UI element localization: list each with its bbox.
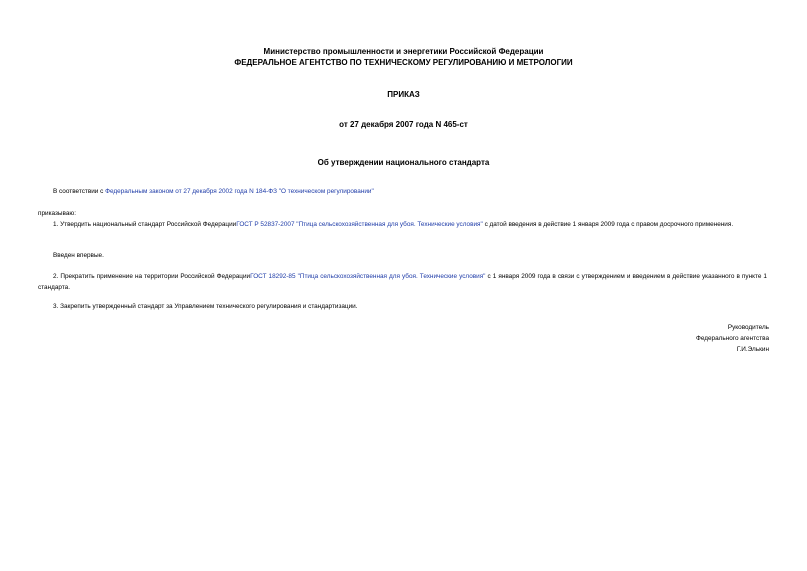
gost-18292-link[interactable]: ГОСТ 18292-85 "Птица сельскохозяйственная для убоя. Технические условия" bbox=[250, 273, 486, 280]
preamble-prefix: В соответствии с bbox=[53, 188, 106, 195]
item-1-paragraph bbox=[38, 219, 767, 230]
item-2-suffix: с 1 января 2009 года в связи с утверждением и введением в действие указанного в пункте 1 стандарта. bbox=[38, 273, 767, 291]
intro-note: Введен впервые. bbox=[53, 252, 104, 259]
order-date: от 27 декабря 2007 года N 465-ст bbox=[339, 120, 468, 129]
item-1-prefix: 1. Утвердить национальный стандарт Российской Федерации bbox=[53, 221, 237, 228]
order-subject: Об утверждении национального стандарта bbox=[317, 158, 490, 167]
gost-r-52837-link[interactable]: ГОСТ Р 52837-2007 "Птица сельскохозяйственная для убоя. Технические условия" bbox=[236, 221, 483, 228]
agency-heading: ФЕДЕРАЛЬНОЕ АГЕНТСТВО ПО ТЕХНИЧЕСКОМУ РЕГУЛИРОВАНИЮ И МЕТРОЛОГИИ bbox=[234, 58, 573, 67]
item-1-suffix: с датой введения в действие 1 января 2009 года с правом досрочного применения. bbox=[482, 221, 734, 228]
item-2-paragraph bbox=[38, 271, 767, 293]
ministry-heading: Министерство промышленности и энергетики Российской Федерации bbox=[263, 47, 544, 56]
order-word: приказываю: bbox=[38, 210, 76, 217]
signature-name: Г.И.Элькин bbox=[736, 346, 769, 353]
preamble-paragraph bbox=[38, 186, 767, 197]
signature-agency: Федерального агентства bbox=[695, 335, 769, 342]
order-title: ПРИКАЗ bbox=[387, 90, 420, 99]
signature-position: Руководитель bbox=[727, 324, 769, 331]
item-2-prefix: 2. Прекратить применение на территории Российской Федерации bbox=[53, 273, 251, 280]
item-3-paragraph: 3. Закрепить утвержденный стандарт за Управлением технического регулирования и стандартизации. bbox=[53, 303, 358, 310]
federal-law-link[interactable]: Федеральным законом от 27 декабря 2002 года N 184-ФЗ "О техническом регулировании" bbox=[105, 188, 374, 195]
